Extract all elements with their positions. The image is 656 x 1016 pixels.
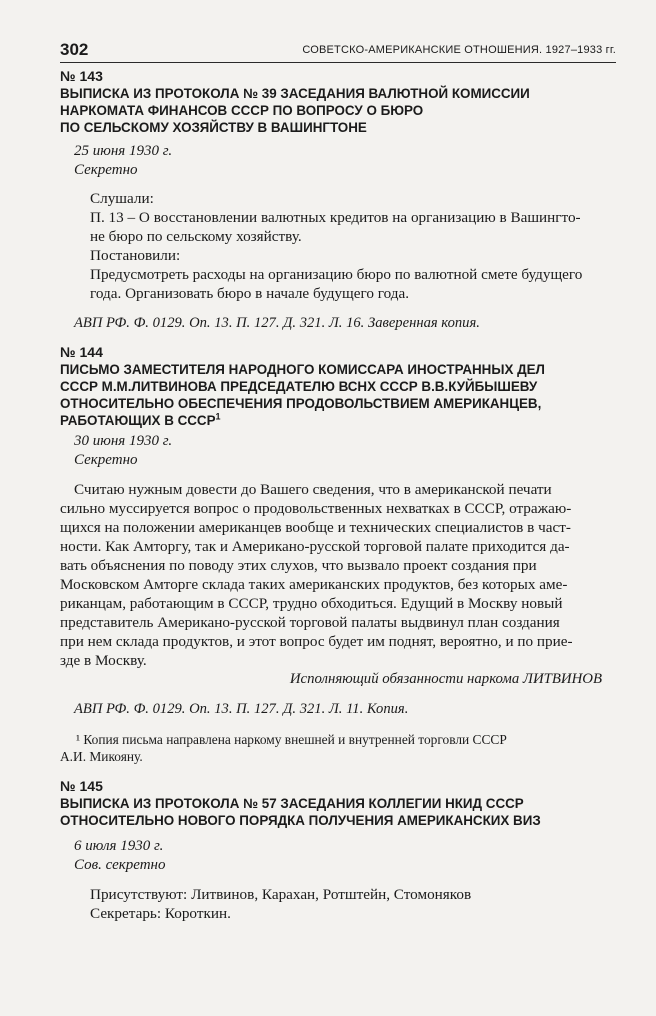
document-title-line: ОТНОСИТЕЛЬНО НОВОГО ПОРЯДКА ПОЛУЧЕНИЯ АМЕРИКАНСКИХ ВИЗ <box>60 813 541 828</box>
document-144 <box>60 344 616 765</box>
document-title-line: ВЫПИСКА ИЗ ПРОТОКОЛА № 57 ЗАСЕДАНИЯ КОЛЛЕГИИ НКИД СССР <box>60 796 524 811</box>
document-number: № 145 <box>60 778 103 794</box>
heard-label: Слушали: <box>90 190 154 207</box>
archive-source: АВП РФ. Ф. 0129. Оп. 13. П. 127. Д. 321. Л. 11. Копия. <box>74 701 409 717</box>
document-title-line: ПИСЬМО ЗАМЕСТИТЕЛЯ НАРОДНОГО КОМИССАРА ИНОСТРАННЫХ ДЕЛ <box>60 362 545 377</box>
title-text: РАБОТАЮЩИХ В СССР <box>60 413 216 428</box>
classification-mark: Секретно <box>74 452 138 468</box>
document-143 <box>60 68 616 333</box>
document-date: 25 июня 1930 г. <box>74 143 173 159</box>
body-line: сильно муссируется вопрос о продовольственных нехватках в СССР, отражаю- <box>60 500 572 517</box>
body-line: П. 13 – О восстановлении валютных кредитов на организацию в Вашингто- <box>90 209 581 226</box>
body-line: зде в Москву. <box>60 652 147 669</box>
document-145 <box>60 778 616 923</box>
body-line: года. Организовать бюро в начале будущего года. <box>90 285 410 302</box>
attendees-line: Присутствуют: Литвинов, Карахан, Ротштейн, Стомоняков <box>90 886 472 903</box>
resolved-label: Постановили: <box>90 247 181 264</box>
body-line: щихся на положении американцев вообще и технических специалистов в част- <box>60 519 571 536</box>
document-title-line: СССР М.М.ЛИТВИНОВА ПРЕДСЕДАТЕЛЮ ВСНХ СССР В.В.КУЙБЫШЕВУ <box>60 379 538 394</box>
footnote-marker: 1 <box>215 411 221 422</box>
body-line: Считаю нужным довести до Вашего сведения, что в американской печати <box>74 481 552 498</box>
document-title-line: ОТНОСИТЕЛЬНО ОБЕСПЕЧЕНИЯ ПРОДОВОЛЬСТВИЕМ АМЕРИКАНЦЕВ, <box>60 396 542 411</box>
footnote-line: ¹ Копия письма направлена наркому внешней и внутренней торговли СССР <box>76 732 507 747</box>
document-number: № 143 <box>60 68 103 84</box>
document-title-line <box>60 412 616 429</box>
body-line: Предусмотреть расходы на организацию бюро по валютной смете будущего <box>90 266 583 283</box>
document-date: 6 июля 1930 г. <box>74 838 164 854</box>
body-line: при нем склада продуктов, и этот вопрос будет им поднят, вероятно, и по прие- <box>60 633 573 650</box>
page-header <box>60 40 616 63</box>
document-date: 30 июня 1930 г. <box>74 433 173 449</box>
body-line: ности. Как Амторгу, так и Американо-русской торговой палате приходится да- <box>60 538 570 555</box>
body-line: представитель Американо-русской торговой палаты выдвинул план создания <box>60 614 560 631</box>
body-line: не бюро по сельскому хозяйству. <box>90 228 302 245</box>
page-number: 302 <box>60 40 89 59</box>
body-line: Московском Амторге склада таких американских продуктов, без которых аме- <box>60 576 568 593</box>
letter-body <box>60 480 616 670</box>
document-title-line: НАРКОМАТА ФИНАНСОВ СССР ПО ВОПРОСУ О БЮРО <box>60 103 424 118</box>
document-title-line: ВЫПИСКА ИЗ ПРОТОКОЛА № 39 ЗАСЕДАНИЯ ВАЛЮТНОЙ КОМИССИИ <box>60 86 530 101</box>
archive-source: АВП РФ. Ф. 0129. Оп. 13. П. 127. Д. 321. Л. 16. Заверенная копия. <box>74 315 480 331</box>
classification-mark: Сов. секретно <box>74 857 166 873</box>
running-head: СОВЕТСКО-АМЕРИКАНСКИЕ ОТНОШЕНИЯ. 1927–1933 гг. <box>302 44 616 56</box>
document-number: № 144 <box>60 344 103 360</box>
document-title-line: ПО СЕЛЬСКОМУ ХОЗЯЙСТВУ В ВАШИНГТОНЕ <box>60 120 367 135</box>
secretary-line: Секретарь: Короткин. <box>90 905 231 922</box>
page-content <box>60 68 616 923</box>
body-line: вать объяснения по поводу этих слухов, что вызвало проект создания при <box>60 557 537 574</box>
classification-mark: Секретно <box>74 162 138 178</box>
footnote-line: А.И. Микояну. <box>60 749 143 764</box>
signature: Исполняющий обязанности наркома ЛИТВИНОВ <box>289 671 602 687</box>
body-line: риканцам, работающим в СССР, трудно обходиться. Едущий в Москву новый <box>60 595 563 612</box>
